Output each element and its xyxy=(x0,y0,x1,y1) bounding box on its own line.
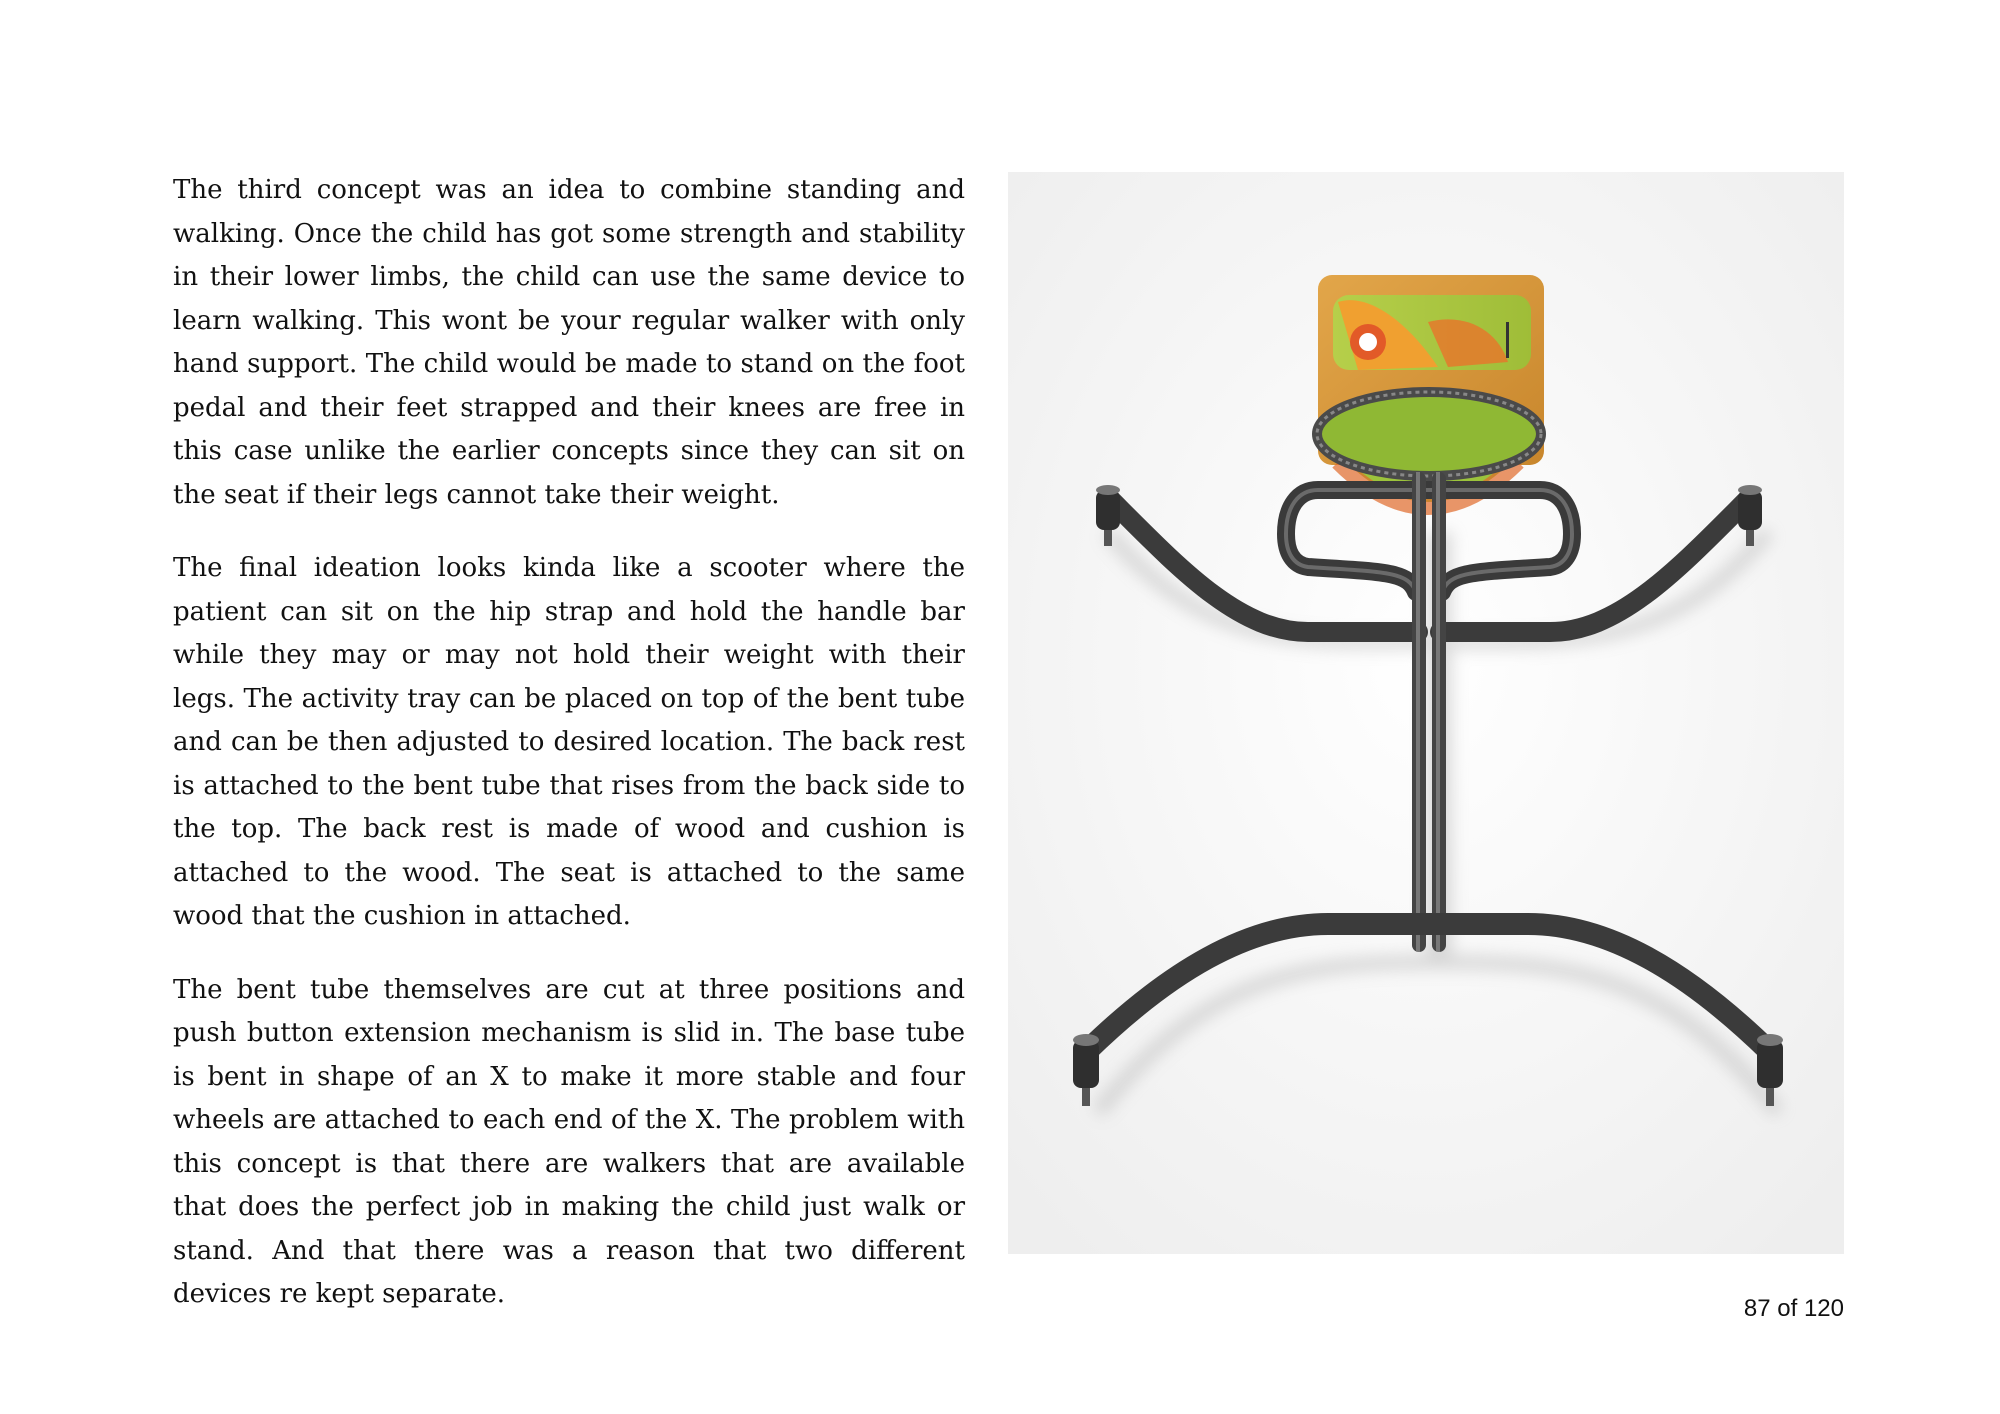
paragraph-2: The final ideation looks kinda like a scooter where the patient can sit on the hip strap and hold the handle bar while they may or may not hold their weight with their legs. The activity tray can be placed on top of the bent tube and can be then adjusted to desired location. The back rest is attached to the bent tube that rises from the back side to the top. The back rest is made of wood and cushion is attached to the wood. The seat is attached to the same wood that the cushion in attached. xyxy=(173,553,965,931)
paragraph-3: The bent tube themselves are cut at three positions and push button extension mechanism is slid in. The base tube is bent in shape of an X to make it more stable and four wheels are attached to each end of the X. The problem with this concept is that there are walkers that are available that does the perfect job in making the child just walk or stand. And that there was a reason that two different devices re kept separate. xyxy=(173,974,965,1309)
paragraph-1: The third concept was an idea to combine standing and walking. Once the child has got some strength and stability in their lower limbs, the child can use the same device to learn walking. This wont be your regular walker with only hand support. The child would be made to stand on the foot pedal and their feet strapped and their knees are free in this case unlike the earlier concepts since they can sit on the seat if their legs cannot take their weight. xyxy=(173,175,965,510)
walker-render-image xyxy=(1008,172,1844,1254)
page-number: 87 of 120 xyxy=(1743,1295,1844,1322)
body-text xyxy=(173,169,965,1347)
